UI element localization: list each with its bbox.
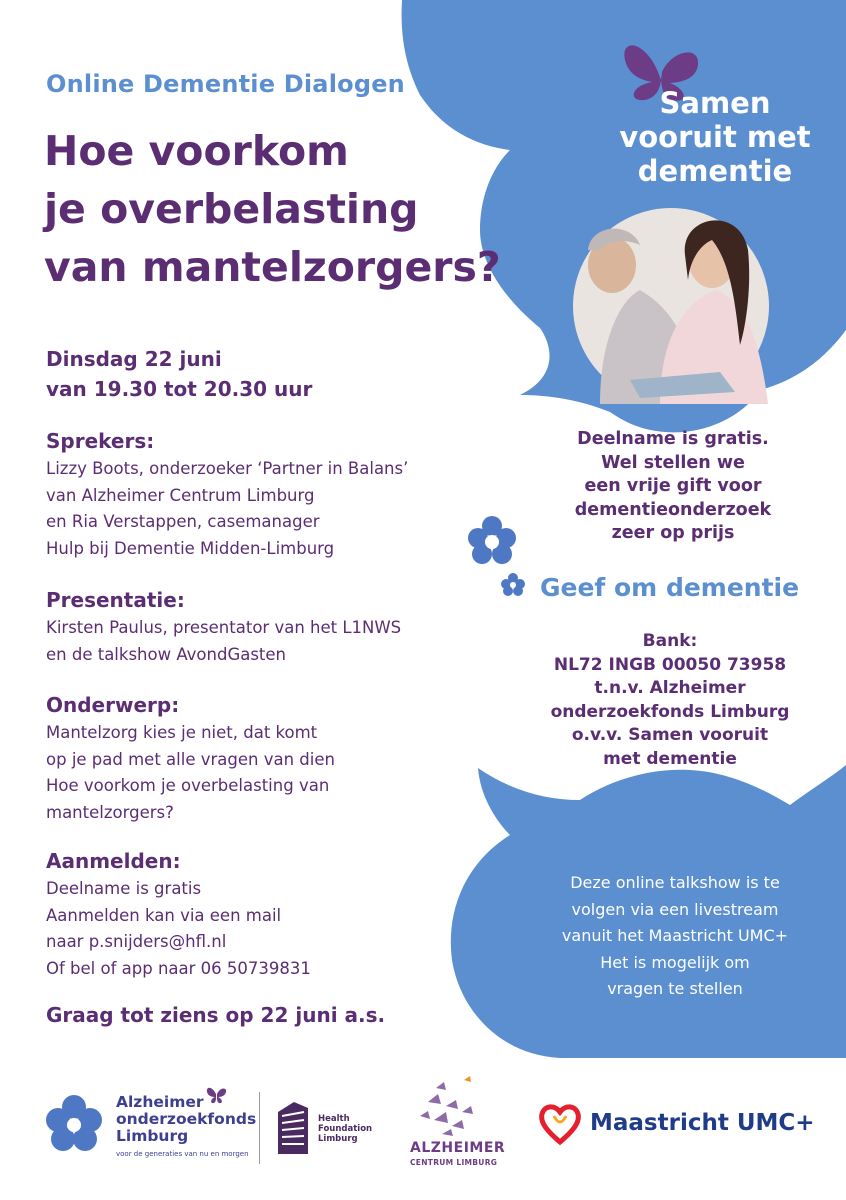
logo-line: Alzheimer bbox=[116, 1093, 204, 1111]
phone-line: Of bel of app naar 06 50739831 bbox=[46, 958, 311, 978]
alzheimer-centrum-sub: CENTRUM LIMBURG bbox=[410, 1158, 498, 1167]
campaign-line: dementie bbox=[637, 154, 793, 188]
bank-line: NL72 INGB 00050 73958 bbox=[553, 654, 787, 675]
section-line: Hoe voorkom je overbelasting van bbox=[46, 776, 330, 795]
section-heading: Sprekers: bbox=[46, 429, 155, 453]
stream-line: Deze online talkshow is te bbox=[570, 873, 780, 892]
forget-me-not-icon bbox=[44, 1094, 104, 1154]
geef-om-dementie-heading: Geef om dementie bbox=[540, 573, 800, 602]
logo-line: Health bbox=[318, 1114, 350, 1124]
section-aanmelden bbox=[46, 846, 466, 982]
donation-line: Deelname is gratis. bbox=[577, 429, 769, 449]
section-line: Lizzy Boots, onderzoeker ‘Partner in Balans’ bbox=[46, 459, 409, 478]
page-title bbox=[44, 122, 501, 296]
maastricht-umc-name: Maastricht UMC+ bbox=[590, 1110, 815, 1136]
logo-alzheimer-onderzoekfonds bbox=[44, 1090, 274, 1165]
building-icon bbox=[274, 1098, 312, 1154]
bank-line: o.v.v. Samen vooruit bbox=[571, 725, 769, 745]
section-sprekers bbox=[46, 426, 466, 562]
section-line: mantelzorgers? bbox=[46, 802, 174, 822]
umc-heart-icon bbox=[538, 1102, 582, 1146]
section-line: Hulp bij Dementie Midden-Limburg bbox=[46, 538, 335, 558]
section-line: op je pad met alle vragen van dien bbox=[46, 749, 335, 769]
title-line: Hoe voorkom bbox=[44, 127, 349, 175]
section-line: en Ria Verstappen, casemanager bbox=[46, 512, 320, 531]
event-series-subtitle: Online Dementie Dialogen bbox=[46, 70, 405, 98]
section-line: Deelname is gratis bbox=[46, 879, 202, 898]
stream-line: volgen via een livestream bbox=[571, 899, 779, 919]
section-line: Aanmelden kan via een mail bbox=[46, 905, 282, 925]
bank-line: Bank: bbox=[642, 631, 698, 651]
logo-alzheimer-centrum bbox=[402, 1076, 512, 1171]
date-line: Dinsdag 22 juni bbox=[46, 347, 222, 371]
alzheimer-fonds-name bbox=[116, 1094, 256, 1145]
livestream-info bbox=[520, 870, 830, 1003]
logo-line: Limburg bbox=[116, 1127, 189, 1145]
logo-health-foundation bbox=[274, 1098, 374, 1168]
bank-line: t.n.v. Alzheimer bbox=[594, 678, 746, 698]
alzheimer-centrum-word: ALZHEIMER bbox=[410, 1140, 506, 1156]
stream-line: vragen te stellen bbox=[607, 979, 743, 998]
donation-line: dementieonderzoek bbox=[574, 499, 772, 520]
donation-line: Wel stellen we bbox=[601, 452, 745, 473]
logo-line: onderzoekfonds bbox=[116, 1110, 257, 1128]
logo-divider bbox=[259, 1092, 260, 1164]
bank-line: onderzoekfonds Limburg bbox=[550, 701, 790, 722]
logo-line: Limburg bbox=[318, 1134, 358, 1144]
section-heading: Onderwerp: bbox=[46, 693, 180, 717]
stream-line: vanuit het Maastricht UMC+ bbox=[561, 926, 789, 945]
donation-line: zeer op prijs bbox=[611, 523, 735, 543]
title-line: van mantelzorgers? bbox=[44, 243, 501, 291]
section-onderwerp bbox=[46, 690, 466, 826]
section-line: Kirsten Paulus, presentator van het L1NWS bbox=[46, 618, 402, 637]
campaign-title bbox=[600, 86, 830, 188]
butterflies-icon bbox=[406, 1076, 506, 1142]
section-presentatie bbox=[46, 585, 466, 668]
bank-line: met dementie bbox=[603, 748, 737, 769]
section-heading: Aanmelden: bbox=[46, 849, 181, 873]
email-line[interactable]: naar p.snijders@hfl.nl bbox=[46, 932, 227, 951]
closing-line: Graag tot ziens op 22 juni a.s. bbox=[46, 1003, 386, 1027]
campaign-line: vooruit met bbox=[619, 120, 811, 154]
donation-line: een vrije gift voor bbox=[584, 476, 762, 496]
section-heading: Presentatie: bbox=[46, 588, 185, 612]
bank-details bbox=[520, 630, 820, 771]
stream-line: Het is mogelijk om bbox=[600, 952, 750, 972]
logo-maastricht-umc bbox=[538, 1102, 815, 1148]
logo-line: Foundation bbox=[318, 1124, 373, 1134]
flower-icon-large bbox=[468, 516, 516, 564]
donation-notice bbox=[548, 428, 798, 546]
section-line: Mantelzorg kies je niet, dat komt bbox=[46, 723, 318, 742]
section-line: van Alzheimer Centrum Limburg bbox=[46, 485, 315, 505]
title-line: je overbelasting bbox=[44, 185, 419, 233]
alzheimer-fonds-tagline: voor de generaties van nu en morgen bbox=[116, 1150, 249, 1158]
section-line: en de talkshow AvondGasten bbox=[46, 644, 287, 664]
campaign-line: Samen bbox=[659, 86, 771, 120]
event-date bbox=[46, 344, 312, 404]
flower-icon-small bbox=[501, 573, 525, 596]
time-line: van 19.30 tot 20.30 uur bbox=[46, 377, 313, 401]
health-foundation-name bbox=[318, 1114, 372, 1144]
